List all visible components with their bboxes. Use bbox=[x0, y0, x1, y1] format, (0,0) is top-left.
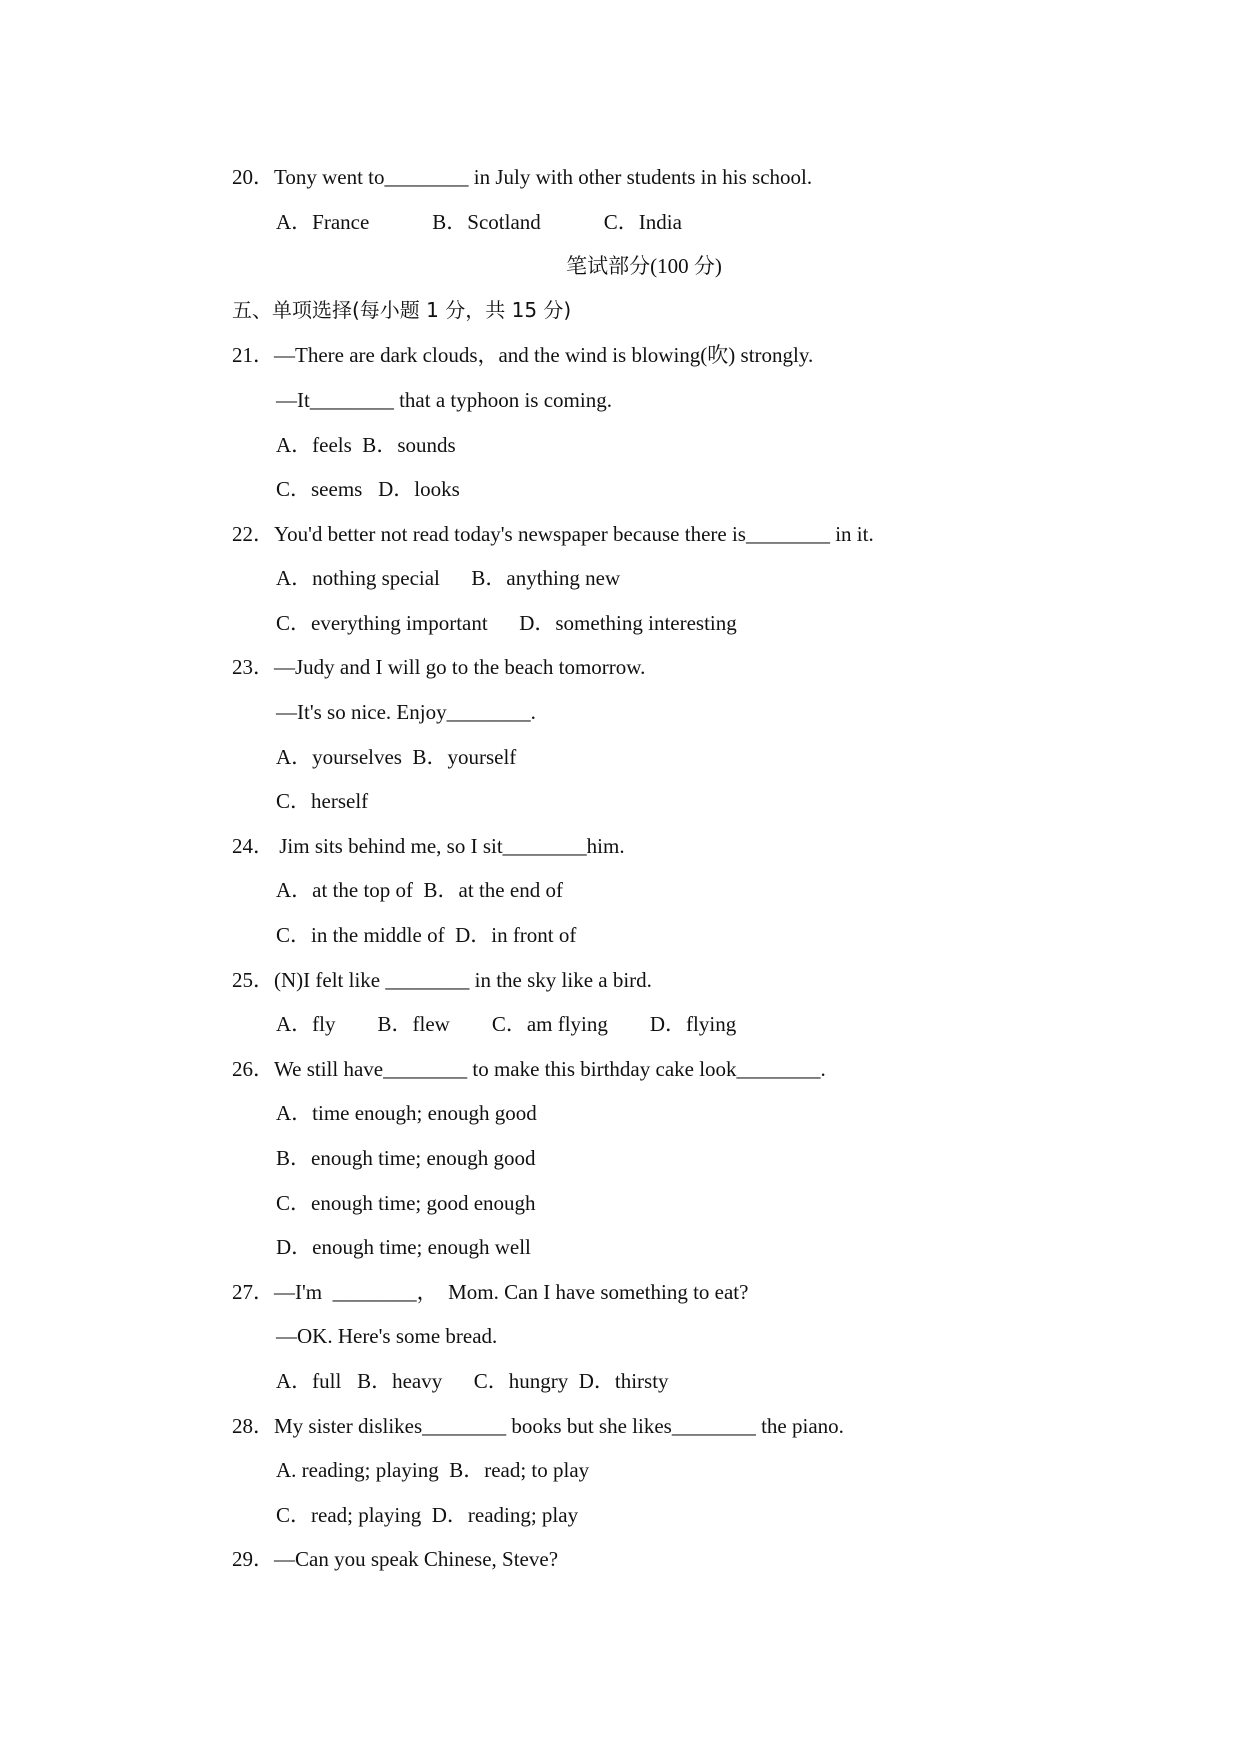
q26-option-c: C．enough time; good enough bbox=[276, 1191, 536, 1215]
q25-options: A．fly B．flew C．am flying D．flying bbox=[276, 1012, 737, 1036]
q22-stem: 22．You'd better not read today's newspaper because there is________ in it. bbox=[232, 522, 874, 546]
q21-stem: 21．—There are dark clouds，and the wind is blowing(吹) strongly. bbox=[232, 343, 814, 367]
q26-option-d: D．enough time; enough well bbox=[276, 1235, 531, 1259]
q23-stem: 23．—Judy and I will go to the beach tomorrow. bbox=[232, 655, 646, 679]
q23-stem-2: —It's so nice. Enjoy________. bbox=[276, 700, 536, 724]
q21-options-1: A．feels B．sounds bbox=[276, 433, 456, 457]
q28-options-1: A. reading; playing B．read; to play bbox=[276, 1458, 590, 1482]
q23-options-1: A．yourselves B．yourself bbox=[276, 745, 517, 769]
q27-stem: 27．—I'm ________， Mom. Can I have something to eat? bbox=[232, 1280, 749, 1304]
q23-options-2: C．herself bbox=[276, 789, 369, 813]
q27-stem-2: —OK. Here's some bread. bbox=[276, 1324, 498, 1348]
q20-options: A．France B．Scotland C．India bbox=[276, 210, 682, 234]
written-part-title: 笔试部分(100 分) bbox=[566, 254, 722, 278]
q28-options-2: C．read; playing D．reading; play bbox=[276, 1503, 579, 1527]
q20-stem: 20．Tony went to________ in July with other students in his school. bbox=[232, 165, 813, 189]
q26-option-b: B．enough time; enough good bbox=[276, 1146, 536, 1170]
q28-stem: 28．My sister dislikes________ books but she likes________ the piano. bbox=[232, 1414, 844, 1438]
q29-stem: 29．—Can you speak Chinese, Steve? bbox=[232, 1547, 559, 1571]
q21-options-2: C．seems D．looks bbox=[276, 477, 460, 501]
q24-options-2: C．in the middle of D．in front of bbox=[276, 923, 577, 947]
q24-stem: 24． Jim sits behind me, so I sit________him. bbox=[232, 834, 625, 858]
q26-option-a: A．time enough; enough good bbox=[276, 1101, 537, 1125]
q22-options-2: C．everything important D．something interesting bbox=[276, 611, 737, 635]
q24-options-1: A．at the top of B．at the end of bbox=[276, 878, 563, 902]
q26-stem: 26．We still have________ to make this birthday cake look________. bbox=[232, 1057, 826, 1081]
q21-stem-2: —It________ that a typhoon is coming. bbox=[276, 388, 612, 412]
section5-title: 五、单项选择(每小题 1 分，共 15 分) bbox=[232, 298, 572, 322]
q22-options-1: A．nothing special B．anything new bbox=[276, 566, 621, 590]
q27-options: A．full B．heavy C．hungry D．thirsty bbox=[276, 1369, 669, 1393]
q25-stem: 25．(N)I felt like ________ in the sky like a bird. bbox=[232, 968, 652, 992]
